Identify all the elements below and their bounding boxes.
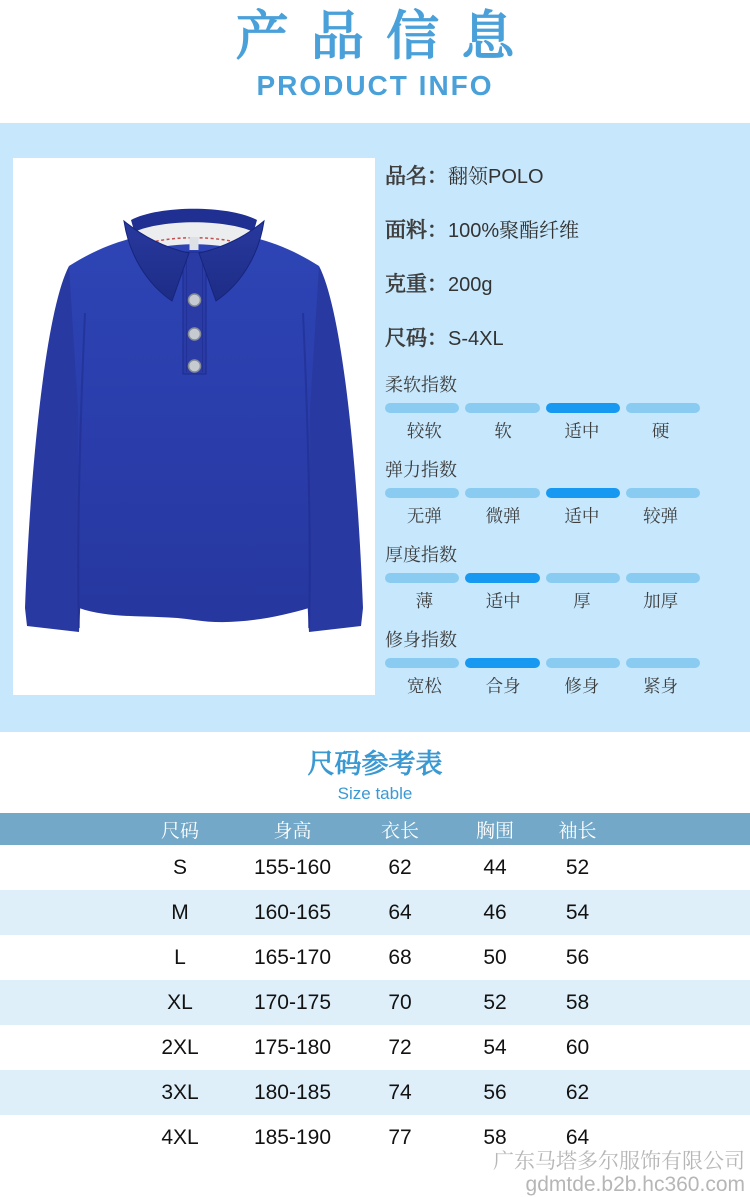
table-cell: 3XL (161, 1080, 199, 1104)
index-option-label: 修身 (564, 676, 600, 696)
table-cell: 62 (565, 1080, 590, 1104)
index-bar-row (385, 658, 700, 668)
index-bar-segment (546, 403, 620, 413)
index-option-label: 宽松 (406, 676, 442, 696)
table-cell: 44 (483, 855, 507, 879)
table-cell: 155-160 (253, 855, 332, 879)
table-cell: 58 (565, 990, 590, 1014)
index-option-label: 较弹 (643, 506, 679, 526)
spec-row (385, 160, 741, 188)
index-bar-segment (465, 658, 539, 668)
page-subtitle: PRODUCT INFO (256, 69, 494, 101)
index-option-label: 厚 (573, 591, 591, 611)
table-row (0, 1070, 750, 1115)
index-option-label: 适中 (485, 591, 521, 611)
table-row (0, 845, 750, 890)
table-cell: 52 (483, 990, 507, 1014)
index-name: 柔软指数 (385, 375, 457, 395)
index-bar-segment (465, 403, 539, 413)
table-cell: 170-175 (253, 990, 332, 1014)
spec-list (385, 160, 741, 350)
column-header: 胸围 (475, 820, 514, 842)
product-photo-card (13, 158, 375, 695)
table-cell: 64 (388, 900, 412, 924)
table-cell: 77 (388, 1125, 412, 1149)
index-section (385, 376, 741, 440)
table-row (0, 1025, 750, 1070)
index-bar-segment (626, 658, 700, 668)
table-cell: 62 (388, 855, 412, 879)
table-cell: 56 (565, 945, 590, 969)
index-option-label: 软 (494, 421, 512, 441)
table-row (0, 890, 750, 935)
index-bar-segment (626, 488, 700, 498)
size-table-subtitle: Size table (337, 784, 413, 803)
index-option-row (385, 422, 700, 440)
column-header: 袖长 (558, 820, 597, 842)
spec-label: 尺码： (385, 327, 448, 350)
table-cell: S (172, 855, 187, 879)
table-cell: 2XL (161, 1035, 199, 1059)
index-bar-segment (546, 658, 620, 668)
spec-value: S-4XL (448, 328, 504, 350)
table-cell: 68 (388, 945, 412, 969)
spec-label: 品名： (385, 165, 448, 188)
page-title: 产品信息 (235, 7, 537, 66)
table-cell: 54 (483, 1035, 507, 1059)
index-bar-segment (385, 488, 459, 498)
index-option-label: 微弹 (485, 506, 521, 526)
index-name: 修身指数 (385, 630, 457, 650)
index-bar-segment (385, 573, 459, 583)
table-cell: 58 (483, 1125, 507, 1149)
column-header: 衣长 (380, 820, 419, 842)
table-cell: 60 (565, 1035, 590, 1059)
size-table-header (0, 813, 750, 845)
table-cell: 175-180 (253, 1035, 332, 1059)
table-cell: 74 (388, 1080, 412, 1104)
index-bar-segment (626, 403, 700, 413)
column-header: 尺码 (160, 820, 199, 842)
index-bar-segment (465, 573, 539, 583)
spec-label: 克重： (385, 273, 448, 296)
spec-row (385, 214, 741, 242)
index-bar-row (385, 573, 700, 583)
index-option-label: 适中 (564, 421, 600, 441)
index-name: 弹力指数 (385, 460, 457, 480)
index-bar-segment (385, 403, 459, 413)
spec-label: 面料： (385, 219, 448, 242)
index-name: 厚度指数 (385, 545, 457, 565)
table-cell: XL (167, 990, 193, 1014)
column-header: 身高 (273, 820, 312, 842)
polo-shirt-image (13, 158, 375, 695)
page-header (0, 0, 750, 123)
table-cell: 4XL (161, 1125, 199, 1149)
index-section (385, 546, 741, 610)
index-section (385, 631, 741, 695)
product-details (385, 160, 741, 716)
table-cell: M (171, 900, 189, 924)
index-option-label: 薄 (415, 591, 434, 611)
index-list (385, 376, 741, 695)
watermark (493, 1150, 745, 1196)
index-option-row (385, 677, 700, 695)
spec-row (385, 322, 741, 350)
index-bar-segment (385, 658, 459, 668)
index-bar-segment (626, 573, 700, 583)
table-cell: 46 (483, 900, 507, 924)
watermark-company: 广东马塔多尔服饰有限公司 (493, 1149, 745, 1173)
index-option-row (385, 592, 700, 610)
index-bar-segment (465, 488, 539, 498)
index-option-label: 紧身 (643, 676, 679, 696)
table-cell: L (174, 945, 186, 969)
index-section (385, 461, 741, 525)
table-cell: 54 (565, 900, 590, 924)
table-cell: 64 (565, 1125, 590, 1149)
size-table (0, 813, 750, 1160)
index-option-label: 加厚 (643, 591, 679, 611)
table-cell: 160-165 (253, 900, 332, 924)
spec-value: 100%聚酯纤维 (448, 220, 580, 242)
index-option-label: 硬 (651, 421, 670, 441)
size-table-title: 尺码参考表 (307, 749, 443, 779)
watermark-url: gdmtde.b2b.hc360.com (525, 1172, 745, 1196)
size-table-body (0, 845, 750, 1160)
spec-value: 200g (448, 274, 493, 296)
table-cell: 180-185 (253, 1080, 332, 1104)
index-option-label: 较软 (406, 421, 442, 441)
index-bar-row (385, 488, 700, 498)
index-option-label: 无弹 (406, 506, 442, 526)
index-bar-segment (546, 573, 620, 583)
table-cell: 50 (483, 945, 507, 969)
table-cell: 165-170 (253, 945, 332, 969)
index-option-label: 适中 (564, 506, 600, 526)
table-row (0, 935, 750, 980)
table-cell: 72 (388, 1035, 412, 1059)
size-table-heading (0, 732, 750, 813)
table-cell: 70 (388, 990, 412, 1014)
index-bar-segment (546, 488, 620, 498)
table-cell: 185-190 (253, 1125, 332, 1149)
index-option-row (385, 507, 700, 525)
spec-value: 翻领POLO (448, 166, 544, 188)
table-cell: 52 (565, 855, 590, 879)
product-info-panel (0, 123, 750, 732)
table-cell: 56 (483, 1080, 507, 1104)
index-option-label: 合身 (485, 676, 521, 696)
spec-row (385, 268, 741, 296)
index-bar-row (385, 403, 700, 413)
table-row (0, 980, 750, 1025)
